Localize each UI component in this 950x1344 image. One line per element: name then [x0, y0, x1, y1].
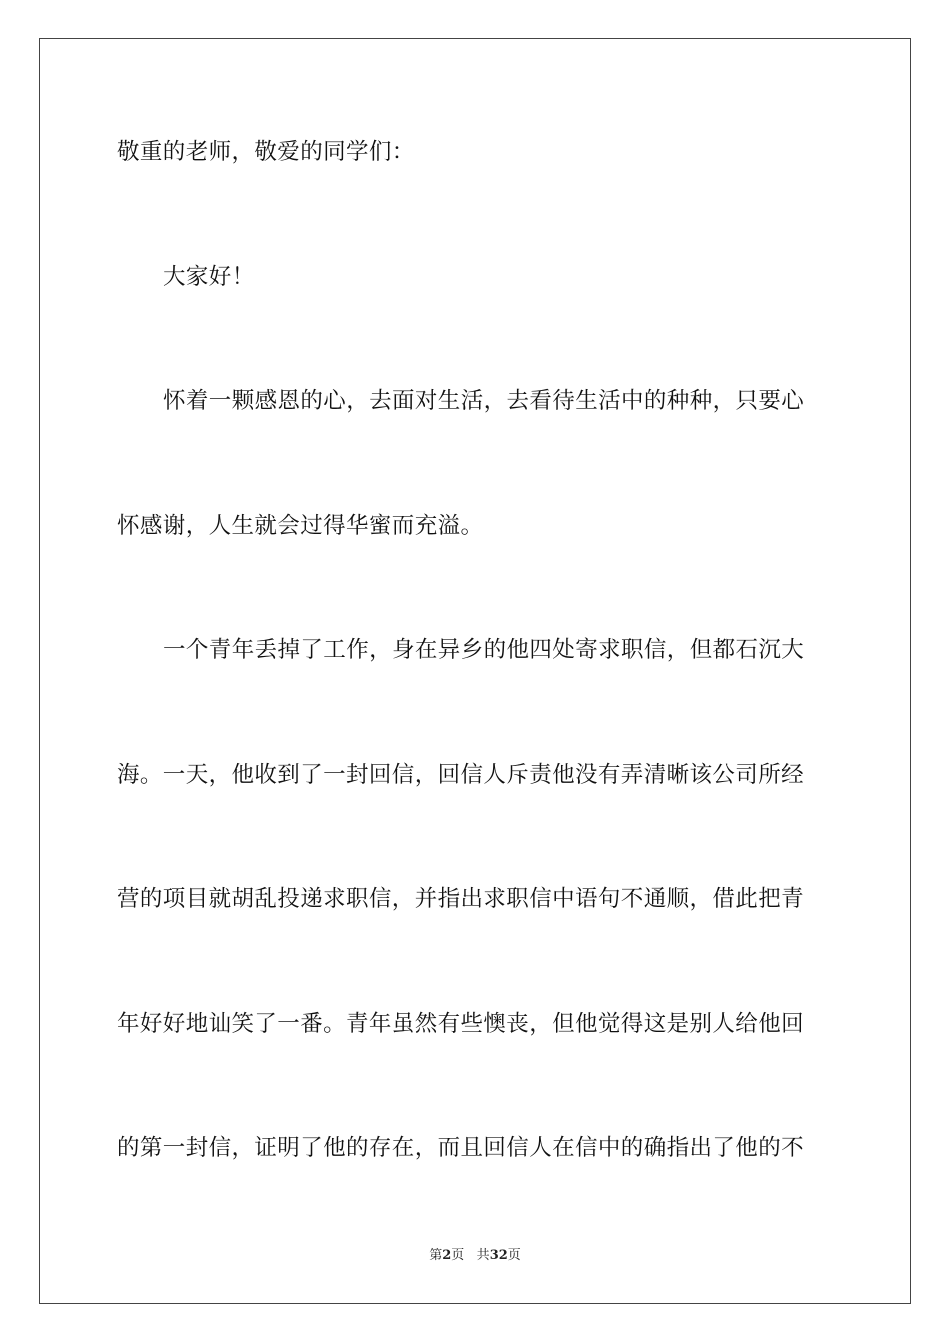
- body-line-2: 怀感谢，人生就会过得华蜜而充溢。: [117, 513, 484, 539]
- footer-page-number: 2: [442, 1248, 452, 1263]
- body-line-6: 年好好地讪笑了一番。青年虽然有些懊丧，但他觉得这是别人给他回: [117, 1011, 805, 1037]
- body-line-4: 海。一天，他收到了一封回信，回信人斥责他没有弄清晰该公司所经: [117, 762, 805, 788]
- footer-total-prefix: 共: [476, 1248, 490, 1263]
- footer-total-pages: 32: [489, 1248, 508, 1263]
- salutation-line: 敬重的老师，敬爱的同学们：: [117, 139, 415, 165]
- body-line-7: 的第一封信，证明了他的存在，而且回信人在信中的确指出了他的不: [117, 1135, 805, 1161]
- footer-page-suffix: 页: [451, 1248, 465, 1263]
- footer-total-suffix: 页: [507, 1248, 521, 1263]
- body-line-3: 一个青年丢掉了工作，身在异乡的他四处寄求职信，但都石沉大: [163, 637, 805, 663]
- greeting-line: 大家好！: [163, 264, 255, 290]
- page-border: [39, 38, 911, 1304]
- body-line-1: 怀着一颗感恩的心，去面对生活，去看待生活中的种种，只要心: [163, 388, 805, 414]
- page-footer: [0, 1247, 950, 1265]
- body-line-5: 营的项目就胡乱投递求职信，并指出求职信中语句不通顺，借此把青: [117, 886, 805, 912]
- footer-prefix: 第: [429, 1248, 443, 1263]
